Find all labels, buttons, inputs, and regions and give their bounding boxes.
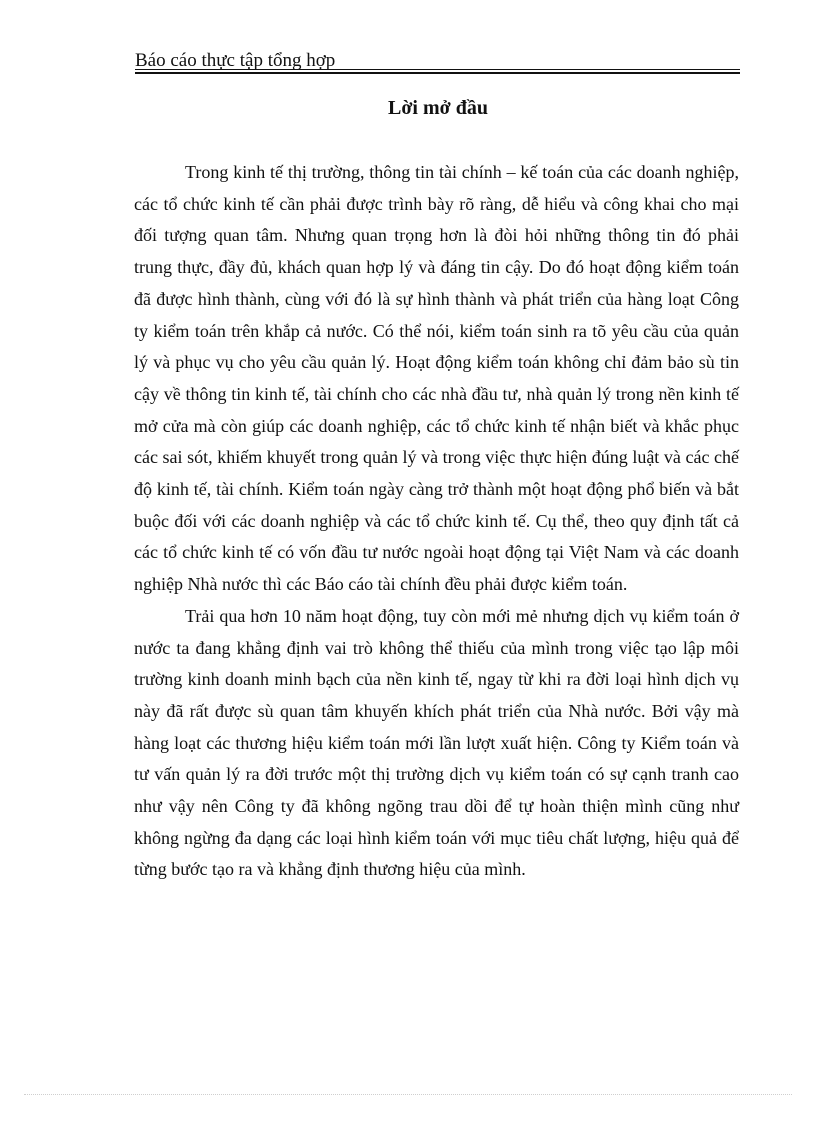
- header-rule-thin: [135, 69, 740, 70]
- paragraph-1: Trong kinh tế thị trường, thông tin tài chính – kế toán của các doanh nghiệp, các tổ chức kinh tế cần phải được trình bày rõ ràng, dễ hiểu và công khai cho mại đối tượng quan tâm. Nhưng quan trọng hơn là đòi hỏi những thông tin đó phải trung thực, đầy đủ, khách quan hợp lý và đáng tin cậy. Do đó hoạt động kiểm toán đã được hình thành, cùng với đó là sự hình thành và phát triển của hàng loạt Công ty kiểm toán trên khắp cả nước. Có thể nói, kiểm toán sinh ra tõ yêu cầu của quản lý và phục vụ cho yêu cầu quản lý. Hoạt động kiểm toán không chỉ đảm bảo sù tin cậy về thông tin kinh tế, tài chính cho các nhà đầu tư, nhà quản lý trong nền kinh tế mở cửa mà còn giúp các doanh nghiệp, các tổ chức kinh tế nhận biết và khắc phục các sai sót, khiếm khuyết trong quản lý và trong việc thực hiện đúng luật và các chế độ kinh tế, tài chính. Kiểm toán ngày càng trở thành một hoạt động phổ biến và bắt buộc đối với các doanh nghiệp và các tổ chức kinh tế. Cụ thể, theo quy định tất cả các tổ chức kinh tế có vốn đầu tư nước ngoài hoạt động tại Việt Nam và các doanh nghiệp Nhà nước thì các Báo cáo tài chính đều phải được kiểm toán.: [134, 162, 739, 595]
- page-title: Lời mở đầu: [388, 97, 488, 119]
- paragraph-2: Trải qua hơn 10 năm hoạt động, tuy còn mới mẻ nhưng dịch vụ kiểm toán ở nước ta đang khẳng định vai trò không thể thiếu của mình trong việc tạo lập môi trường kinh doanh minh bạch của nền kinh tế, ngay từ khi ra đời loại hình dịch vụ này đã rất được sù quan tâm khuyến khích phát triển của Nhà nước. Bởi vậy mà hàng loạt các thương hiệu kiểm toán mới lần lượt xuất hiện. Công ty Kiểm toán và tư vấn quản lý ra đời trước một thị trường dịch vụ kiểm toán có sự cạnh tranh cao như vậy nên Công ty đã không ngõng trau dồi để tự hoàn thiện mình cũng như không ngừng đa dạng các loại hình kiểm toán với mục tiêu chất lượng, hiệu quả để từng bước tạo ra và khẳng định thương hiệu của mình.: [134, 605, 739, 880]
- page-bottom-dotted-rule: [24, 1094, 792, 1095]
- document-body: [134, 157, 739, 886]
- running-header-title: Báo cáo thực tập tổng hợp: [135, 50, 336, 71]
- header-rule-thick: [135, 72, 740, 74]
- running-header: [135, 48, 740, 72]
